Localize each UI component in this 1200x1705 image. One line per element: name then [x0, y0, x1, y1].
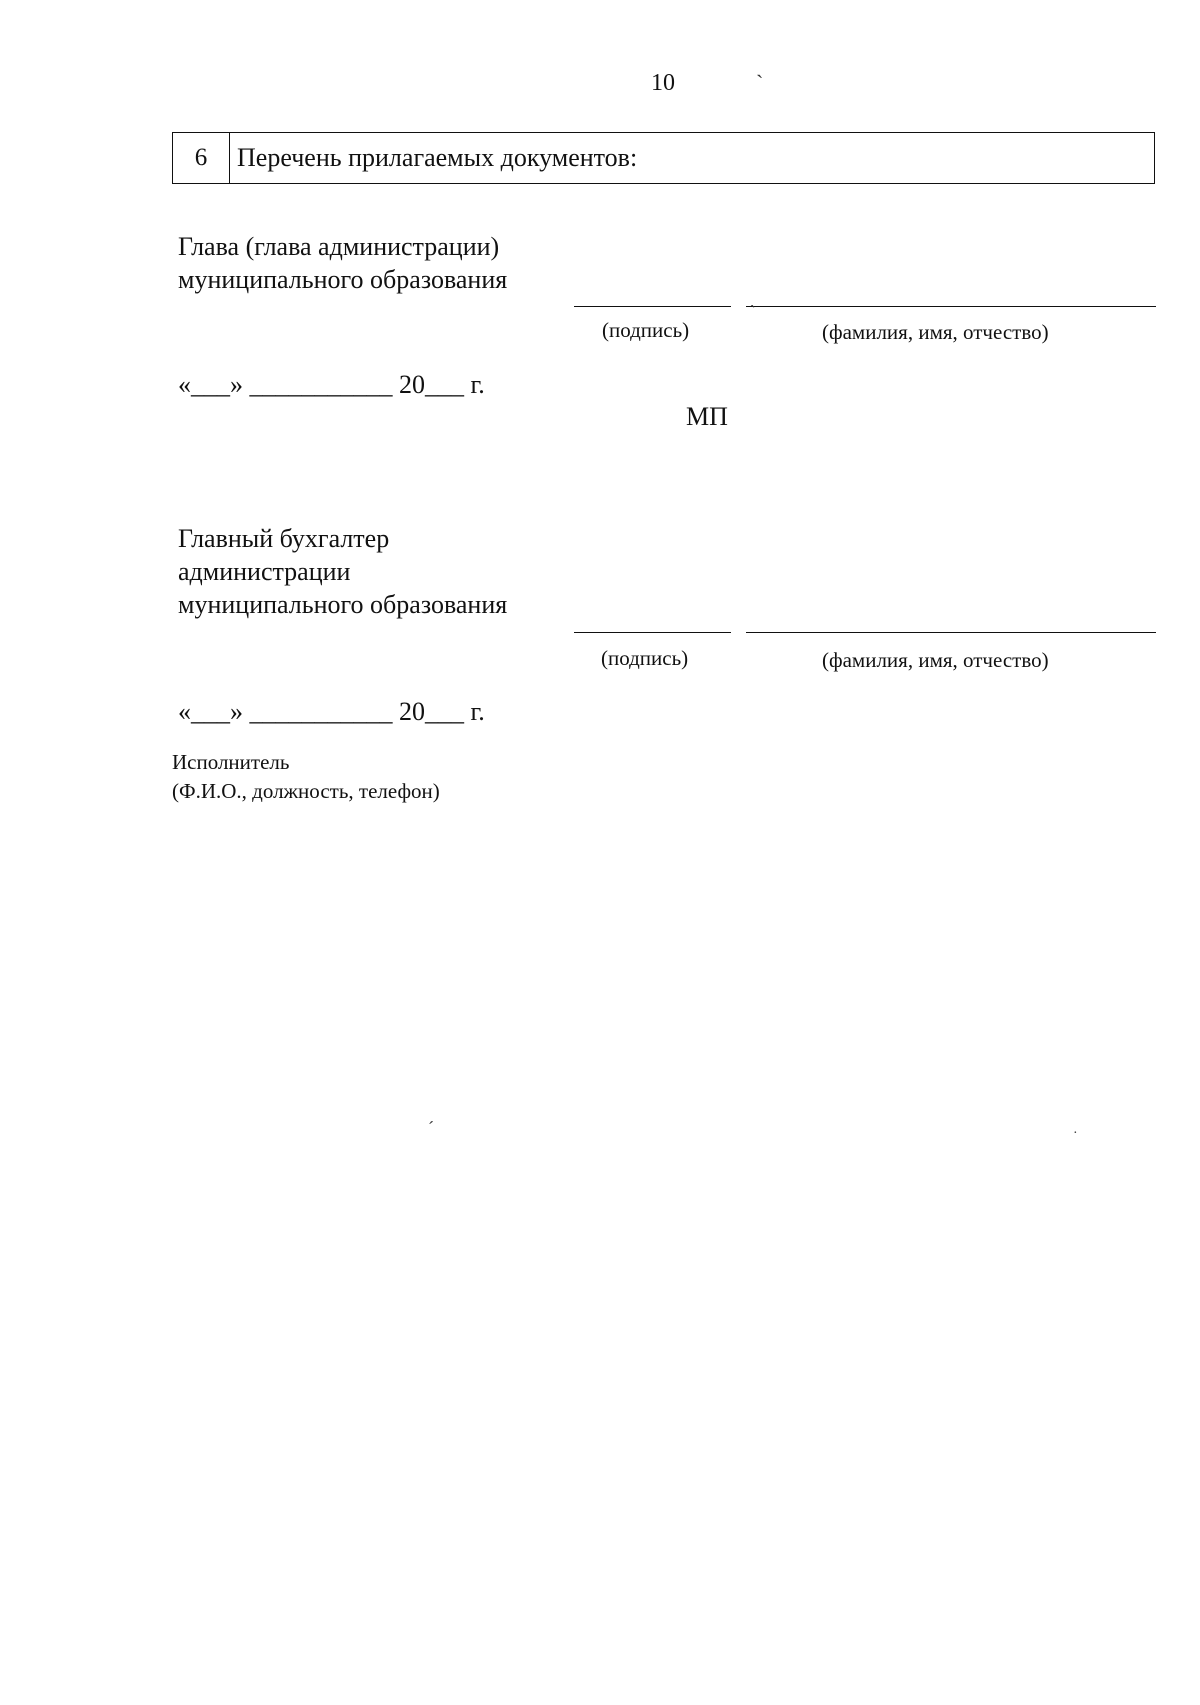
head-signature-line: [574, 306, 731, 307]
accountant-title: [178, 522, 507, 621]
accountant-date-field: «___» ___________ 20___ г.: [178, 697, 485, 726]
accountant-title-line3: муниципального образования: [178, 590, 508, 619]
attached-documents-table: [172, 132, 1155, 184]
executor-details-label: (Ф.И.О., должность, телефон): [172, 779, 440, 803]
accountant-name-line: [746, 632, 1156, 633]
executor-label: Исполнитель: [172, 750, 290, 774]
accountant-signature-caption: (подпись): [601, 646, 689, 670]
head-signature-caption: (подпись): [602, 318, 690, 342]
head-title-line2: муниципального образования: [178, 265, 508, 294]
accountant-title-line2: администрации: [178, 557, 351, 586]
scan-speck: ˊ: [428, 1118, 434, 1138]
accountant-name-caption: (фамилия, имя, отчество): [822, 648, 1049, 672]
head-title-line1: Глава (глава администрации): [178, 232, 500, 261]
accountant-signature-line: [574, 632, 731, 633]
head-name-caption: (фамилия, имя, отчество): [822, 320, 1049, 344]
table-row-number: 6: [173, 133, 230, 183]
stamp-place-label: МП: [686, 402, 728, 431]
executor-block: [172, 748, 440, 806]
head-date-field: «___» ___________ 20___ г.: [178, 370, 485, 399]
scan-speck: ˋ: [756, 70, 764, 95]
head-name-line: [746, 306, 1156, 307]
table-row-label: Перечень прилагаемых документов:: [237, 143, 638, 172]
scan-speck: ·: [1073, 1126, 1078, 1141]
scan-speck: ˏ: [750, 291, 756, 308]
head-title: [178, 230, 507, 296]
accountant-title-line1: Главный бухгалтер: [178, 524, 390, 553]
page-number: 10: [651, 70, 675, 96]
